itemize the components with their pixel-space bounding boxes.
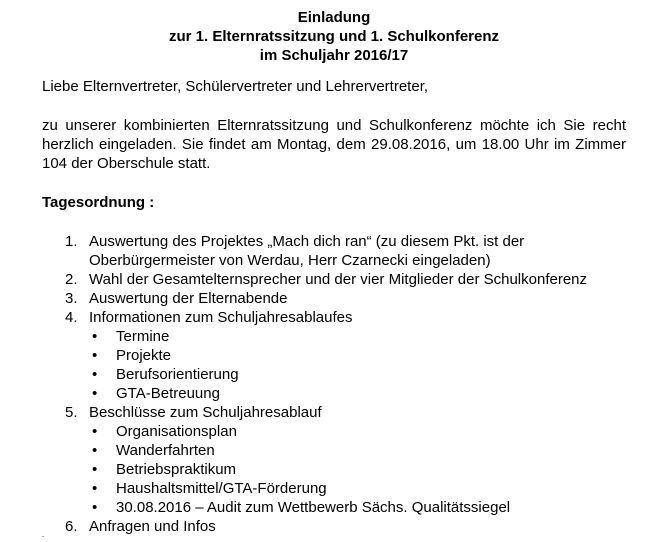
agenda-subitem-text: Berufsorientierung	[116, 366, 239, 383]
agenda-subitem-text: Haushaltsmittel/GTA-Förderung	[116, 480, 327, 497]
agenda-item	[42, 232, 626, 270]
agenda-item-number: 2.	[65, 271, 78, 288]
agenda-subitem-text: Betriebspraktikum	[116, 461, 237, 478]
agenda-subitem	[89, 479, 626, 498]
agenda-item-number: 1.	[65, 233, 78, 250]
agenda-subitem	[89, 441, 626, 460]
agenda-item	[42, 308, 626, 403]
agenda-subitem-text: Organisationsplan	[116, 423, 237, 440]
title-line-3: im Schuljahr 2016/17	[259, 47, 409, 64]
bullet-icon: •	[92, 423, 98, 440]
agenda-item-text: Auswertung des Projektes „Mach dich ran“ (zu diesem Pkt. ist der Oberbürgermeister von Werdau, Herr Czarnecki eingeladen)	[89, 233, 525, 269]
title-line-1: Einladung	[297, 9, 371, 26]
bullet-icon: •	[92, 366, 98, 383]
agenda-subitem	[89, 346, 626, 365]
bullet-icon: •	[92, 499, 98, 516]
agenda-item	[42, 403, 626, 517]
agenda-subitem-text: Wanderfahrten	[116, 442, 215, 459]
agenda-sublist	[89, 422, 626, 517]
page-end-mark: .	[42, 530, 45, 539]
agenda-list	[42, 232, 626, 536]
agenda-item-number: 4.	[65, 309, 78, 326]
agenda-item	[42, 517, 626, 536]
bullet-icon: •	[92, 442, 98, 459]
agenda-subitem	[89, 365, 626, 384]
agenda-item-text: Beschlüsse zum Schuljahresablauf	[89, 404, 322, 421]
agenda-item-number: 5.	[65, 404, 78, 421]
agenda-subitem	[89, 460, 626, 479]
agenda-item	[42, 270, 626, 289]
agenda-item-text: Wahl der Gesamtelternsprecher und der vier Mitglieder der Schulkonferenz	[89, 271, 588, 288]
agenda-item-number: 6.	[65, 518, 78, 535]
agenda-heading: Tagesordnung :	[42, 194, 155, 211]
agenda-subitem-text: 30.08.2016 – Audit zum Wettbewerb Sächs. Qualitätssiegel	[116, 499, 511, 516]
agenda-subitem-text: GTA-Betreuung	[116, 385, 220, 402]
agenda-subitem	[89, 498, 626, 517]
bullet-icon: •	[92, 461, 98, 478]
agenda-subitem	[89, 384, 626, 403]
document-page	[42, 8, 626, 536]
agenda-subitem	[89, 422, 626, 441]
document-title	[42, 8, 626, 65]
agenda-sublist	[89, 327, 626, 403]
agenda-item-text: Auswertung der Elternabende	[89, 290, 288, 307]
bullet-icon: •	[92, 328, 98, 345]
bullet-icon: •	[92, 480, 98, 497]
title-line-2: zur 1. Elternratssitzung und 1. Schulkonferenz	[168, 28, 500, 45]
agenda-item-number: 3.	[65, 290, 78, 307]
agenda-item-text: Anfragen und Infos	[89, 518, 216, 535]
bullet-icon: •	[92, 347, 98, 364]
bullet-icon: •	[92, 385, 98, 402]
agenda-item	[42, 289, 626, 308]
intro-paragraph: zu unserer kombinierten Elternratssitzung und Schulkonferenz möchte ich Sie recht herzlich eingeladen. Sie findet am Montag, dem 29.08.2016, um 18.00 Uhr im Zimmer 104 der Oberschule statt.	[42, 117, 626, 172]
agenda-subitem-text: Projekte	[116, 347, 172, 364]
agenda-item-text: Informationen zum Schuljahresablaufes	[89, 309, 353, 326]
salutation: Liebe Elternvertreter, Schülervertreter und Lehrervertreter,	[42, 78, 429, 95]
agenda-subitem-text: Termine	[116, 328, 170, 345]
agenda-subitem	[89, 327, 626, 346]
